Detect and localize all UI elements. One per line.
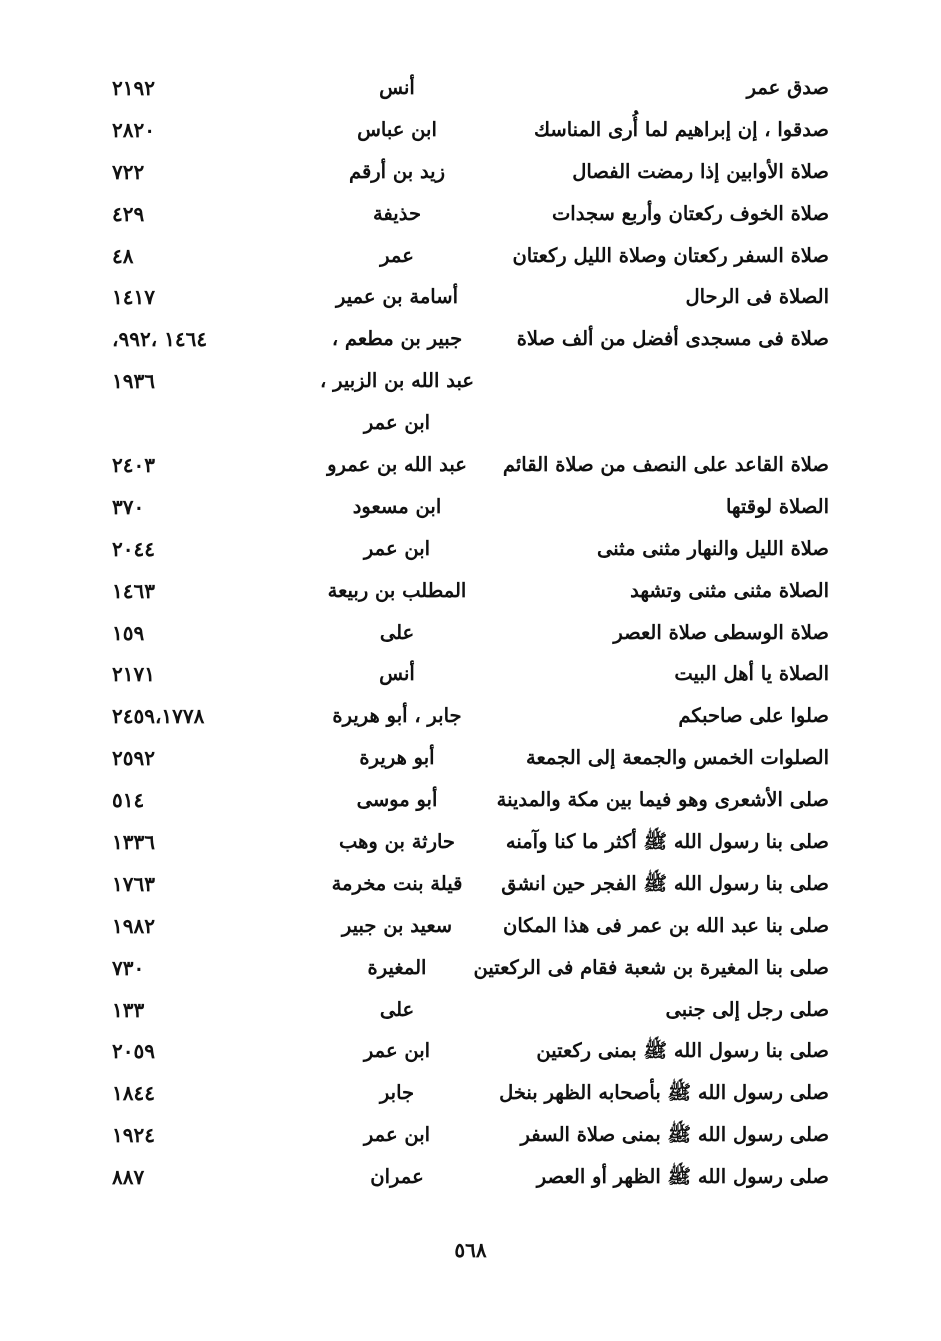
narrator-name: على <box>379 997 415 1021</box>
hadith-reference-numbers: ١٣٣٦ <box>112 830 155 855</box>
hadith-phrase: صلى بنا رسول الله ﷺ بمنى ركعتين <box>536 1039 829 1063</box>
index-row <box>0 780 941 822</box>
narrator-name: زيد بن أرقم <box>348 159 446 183</box>
index-row <box>0 571 941 613</box>
hadith-reference-numbers: ٢٠٤٤ <box>112 536 155 561</box>
narrator-name: المطلب بن ربيعة <box>327 578 467 602</box>
hadith-phrase: صلاة الليل والنهار مثنى مثنى <box>597 536 829 560</box>
narrator-name: أنس <box>379 76 415 99</box>
hadith-reference-numbers: ١٩٣٦ <box>112 369 155 394</box>
narrator-name: المغيرة <box>367 955 427 979</box>
index-row <box>0 613 941 655</box>
narrator-name: ابن مسعود <box>352 494 442 518</box>
index-row <box>0 864 941 906</box>
hadith-phrase: صدق عمر <box>746 76 829 99</box>
hadith-reference-numbers: ٥١٤ <box>112 788 145 813</box>
narrator-name: حذيفة <box>372 201 422 225</box>
hadith-phrase: صلاة الأوابين إذا رمضت الفصال <box>572 159 829 183</box>
narrator-name: أنس <box>379 662 415 686</box>
hadith-reference-numbers: ٢٠٥٩ <box>112 1039 155 1064</box>
hadith-phrase: صلاة السفر ركعتان وصلاة الليل ركعتان <box>512 243 829 267</box>
hadith-phrase: الصلاة يا أهل البيت <box>674 662 829 686</box>
index-row <box>0 110 941 152</box>
narrator-name: جابر <box>379 1081 415 1105</box>
narrator-name: ابن عمر <box>363 1123 431 1147</box>
index-row <box>0 1115 941 1157</box>
hadith-phrase: صلى الأشعرى وهو فيما بين مكة والمدينة <box>496 788 829 812</box>
index-row <box>0 1031 941 1073</box>
hadith-reference-numbers: ٨٨٧ <box>112 1165 145 1190</box>
narrator-name: عمر <box>380 243 414 267</box>
hadith-phrase: صلاة فى مسجدى أفضل من ألف صلاة <box>516 327 829 351</box>
index-row <box>0 948 941 990</box>
hadith-reference-numbers: ٢١٧١ <box>112 662 155 687</box>
hadith-phrase: الصلوات الخمس والجمعة إلى الجمعة <box>525 746 829 770</box>
hadith-phrase: صلى رسول الله ﷺ بأصحابه الظهر بنخل <box>499 1081 829 1105</box>
hadith-reference-numbers: ٢٤٥٩،١٧٧٨ <box>112 704 205 729</box>
narrator-name: ابن عمر <box>363 411 431 435</box>
index-row <box>0 194 941 236</box>
narrator-name: جابر ، أبو هريرة <box>332 704 462 728</box>
hadith-phrase: صلاة القاعد على النصف من صلاة القائم <box>502 453 829 477</box>
narrator-name: أبو هريرة <box>359 746 435 770</box>
hadith-reference-numbers: ١٧٦٣ <box>112 871 155 896</box>
index-row <box>0 822 941 864</box>
hadith-phrase: الصلاة مثنى مثنى وتشهد <box>630 578 829 602</box>
hadith-reference-numbers: ٧٢٢ <box>112 159 145 184</box>
index-row <box>0 696 941 738</box>
hadith-reference-numbers: ١٣٣ <box>112 997 145 1022</box>
index-row <box>0 487 941 529</box>
index-row <box>0 906 941 948</box>
index-row <box>0 1073 941 1115</box>
narrator-name: عبد الله بن عمرو <box>327 453 467 477</box>
index-row <box>0 990 941 1032</box>
hadith-phrase: صلى رجل إلى جنبى <box>665 997 829 1021</box>
hadith-phrase: صدقوا ، إن إبراهيم لما أُرى المناسك <box>533 117 829 141</box>
index-row <box>0 361 941 403</box>
index-row <box>0 236 941 278</box>
narrator-name: عبد الله بن الزبير ، <box>320 369 474 393</box>
hadith-phrase: صلى بنا رسول الله ﷺ أكثر ما كنا وآمنه <box>505 830 829 854</box>
hadith-reference-numbers: ،١٤٦٤ ،٩٩٢ <box>112 327 208 352</box>
index-row <box>0 68 941 110</box>
hadith-reference-numbers: ٣٧٠ <box>112 494 145 519</box>
hadith-reference-numbers: ١٩٨٢ <box>112 913 155 938</box>
narrator-name: أسامة بن عمير <box>336 285 458 309</box>
hadith-phrase: صلوا على صاحبكم <box>678 704 829 728</box>
index-row <box>0 319 941 361</box>
narrator-name: قيلة بنت مخرمة <box>331 871 463 895</box>
narrator-name: جبير بن مطعم ، <box>331 327 463 351</box>
index-row <box>0 654 941 696</box>
hadith-reference-numbers: ٢٥٩٢ <box>112 746 155 771</box>
hadith-phrase: الصلاة فى الرحال <box>685 285 829 309</box>
page-number: ٥٦٨ <box>454 1238 487 1262</box>
narrator-name: حارثة بن وهب <box>339 830 455 854</box>
hadith-reference-numbers: ١٥٩ <box>112 620 145 645</box>
hadith-reference-numbers: ٢١٩٢ <box>112 76 155 100</box>
hadith-phrase: صلى بنا المغيرة بن شعبة فقام فى الركعتين <box>473 955 829 979</box>
index-row <box>0 529 941 571</box>
hadith-phrase: صلى بنا رسول الله ﷺ الفجر حين انشق <box>501 871 829 895</box>
hadith-phrase: صلى رسول الله ﷺ بمنى صلاة السفر <box>520 1123 829 1147</box>
hadith-phrase: الصلاة لوقتها <box>725 494 829 518</box>
hadith-reference-numbers: ١٩٢٤ <box>112 1123 155 1148</box>
hadith-reference-numbers: ١٤١٧ <box>112 285 155 310</box>
narrator-name: ابن عباس <box>357 117 437 141</box>
hadith-reference-numbers: ٢٤٠٣ <box>112 453 155 478</box>
hadith-reference-numbers: ١٨٤٤ <box>112 1081 155 1106</box>
narrator-name: سعيد بن جبير <box>341 913 453 937</box>
narrator-name: على <box>379 620 415 644</box>
index-row <box>0 445 941 487</box>
index-row <box>0 738 941 780</box>
hadith-reference-numbers: ٤٨ <box>112 243 134 268</box>
hadith-phrase: صلى رسول الله ﷺ الظهر أو العصر <box>536 1165 829 1189</box>
hadith-phrase: صلاة الخوف ركعتان وأربع سجدات <box>551 201 829 225</box>
narrator-name: ابن عمر <box>363 536 431 560</box>
index-row <box>0 403 941 445</box>
hadith-phrase: صلى بنا عبد الله بن عمر فى هذا المكان <box>503 913 829 937</box>
hadith-reference-numbers: ٤٢٩ <box>112 201 145 226</box>
hadith-reference-numbers: ٧٣٠ <box>112 955 145 980</box>
hadith-reference-numbers: ٢٨٢٠ <box>112 117 155 142</box>
index-row <box>0 1157 941 1199</box>
hadith-reference-numbers: ١٤٦٣ <box>112 578 155 603</box>
narrator-name: ابن عمر <box>363 1039 431 1063</box>
narrator-name: أبو موسى <box>356 788 438 812</box>
index-row <box>0 152 941 194</box>
index-row <box>0 277 941 319</box>
hadith-phrase: صلاة الوسطى صلاة العصر <box>613 620 829 644</box>
narrator-name: عمران <box>370 1165 424 1189</box>
hadith-index-table <box>0 68 941 1199</box>
